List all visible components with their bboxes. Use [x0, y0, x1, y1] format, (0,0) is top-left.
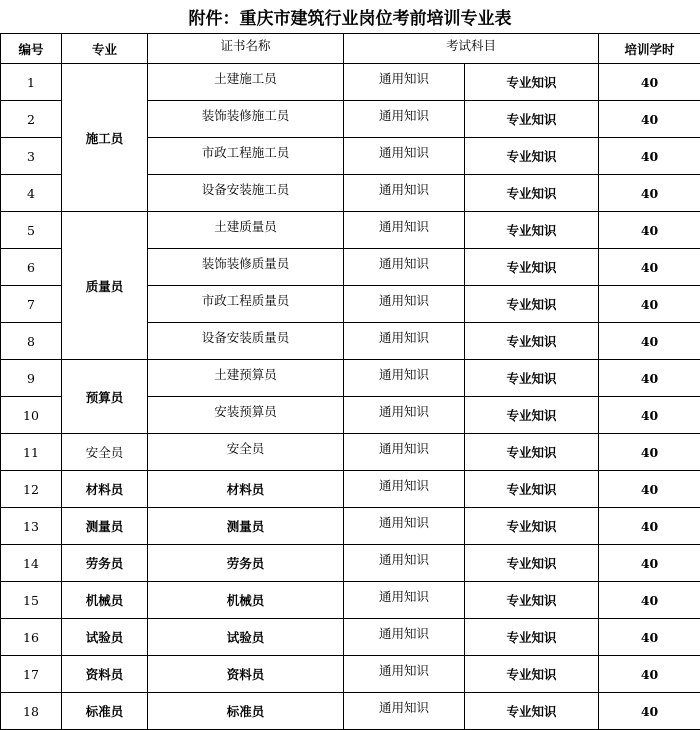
- row-number: 9: [1, 360, 62, 397]
- table-row: [1, 619, 700, 656]
- certificate-cell: 土建预算员: [148, 360, 344, 397]
- major-cell: 材料员: [62, 471, 148, 508]
- hours-cell: 40: [599, 138, 700, 175]
- certificate-cell: 设备安装施工员: [148, 175, 344, 212]
- subject-general-cell: 通用知识: [344, 397, 465, 434]
- subject-professional-cell: 专业知识: [465, 286, 599, 323]
- subject-professional-cell: 专业知识: [465, 397, 599, 434]
- certificate-cell: 安全员: [148, 434, 344, 471]
- row-number: 10: [1, 397, 62, 434]
- certificate-cell: 资料员: [148, 656, 344, 693]
- row-number: 14: [1, 545, 62, 582]
- hours-cell: 40: [599, 212, 700, 249]
- row-number: 4: [1, 175, 62, 212]
- hours-cell: 40: [599, 286, 700, 323]
- row-number: 7: [1, 286, 62, 323]
- subject-professional-cell: 专业知识: [465, 508, 599, 545]
- table-row: [1, 693, 700, 730]
- hours-cell: 40: [599, 619, 700, 656]
- row-number: 17: [1, 656, 62, 693]
- subject-professional-cell: 专业知识: [465, 693, 599, 730]
- major-cell: 劳务员: [62, 545, 148, 582]
- row-number: 8: [1, 323, 62, 360]
- certificate-cell: 劳务员: [148, 545, 344, 582]
- table-row: [1, 212, 700, 249]
- major-cell: 测量员: [62, 508, 148, 545]
- subject-general-cell: 通用知识: [344, 656, 465, 693]
- major-cell: 试验员: [62, 619, 148, 656]
- hours-cell: 40: [599, 249, 700, 286]
- row-number: 6: [1, 249, 62, 286]
- table-row: [1, 434, 700, 471]
- hours-cell: 40: [599, 323, 700, 360]
- certificate-cell: 市政工程施工员: [148, 138, 344, 175]
- certificate-cell: 装饰装修施工员: [148, 101, 344, 138]
- hours-cell: 40: [599, 656, 700, 693]
- certificate-cell: 标准员: [148, 693, 344, 730]
- certificate-cell: 材料员: [148, 471, 344, 508]
- certificate-cell: 市政工程质量员: [148, 286, 344, 323]
- subject-professional-cell: 专业知识: [465, 360, 599, 397]
- table-row: [1, 508, 700, 545]
- header-subjects: 考试科目: [344, 34, 599, 64]
- row-number: 12: [1, 471, 62, 508]
- subject-professional-cell: 专业知识: [465, 101, 599, 138]
- row-number: 2: [1, 101, 62, 138]
- hours-cell: 40: [599, 582, 700, 619]
- table-row: [1, 545, 700, 582]
- subject-professional-cell: 专业知识: [465, 471, 599, 508]
- certificate-cell: 测量员: [148, 508, 344, 545]
- row-number: 5: [1, 212, 62, 249]
- major-cell: 施工员: [62, 64, 148, 212]
- subject-general-cell: 通用知识: [344, 582, 465, 619]
- row-number: 13: [1, 508, 62, 545]
- certificate-cell: 机械员: [148, 582, 344, 619]
- major-cell: 预算员: [62, 360, 148, 434]
- subject-professional-cell: 专业知识: [465, 434, 599, 471]
- subject-general-cell: 通用知识: [344, 212, 465, 249]
- subject-general-cell: 通用知识: [344, 693, 465, 730]
- table-row: [1, 64, 700, 101]
- subject-professional-cell: 专业知识: [465, 323, 599, 360]
- hours-cell: 40: [599, 101, 700, 138]
- header-hours: 培训学时: [599, 34, 700, 64]
- subject-professional-cell: 专业知识: [465, 212, 599, 249]
- certificate-cell: 装饰装修质量员: [148, 249, 344, 286]
- table-row: [1, 471, 700, 508]
- subject-professional-cell: 专业知识: [465, 656, 599, 693]
- table-row: [1, 656, 700, 693]
- subject-professional-cell: 专业知识: [465, 175, 599, 212]
- subject-general-cell: 通用知识: [344, 323, 465, 360]
- subject-general-cell: 通用知识: [344, 101, 465, 138]
- subject-general-cell: 通用知识: [344, 545, 465, 582]
- subject-professional-cell: 专业知识: [465, 249, 599, 286]
- subject-general-cell: 通用知识: [344, 434, 465, 471]
- table-body: [1, 64, 700, 730]
- header-row: [1, 34, 700, 64]
- hours-cell: 40: [599, 175, 700, 212]
- hours-cell: 40: [599, 434, 700, 471]
- hours-cell: 40: [599, 64, 700, 101]
- subject-professional-cell: 专业知识: [465, 582, 599, 619]
- subject-general-cell: 通用知识: [344, 360, 465, 397]
- subject-general-cell: 通用知识: [344, 619, 465, 656]
- major-cell: 质量员: [62, 212, 148, 360]
- header-certificate: 证书名称: [148, 34, 344, 64]
- subject-professional-cell: 专业知识: [465, 545, 599, 582]
- certificate-cell: 土建质量员: [148, 212, 344, 249]
- major-cell: 标准员: [62, 693, 148, 730]
- certificate-cell: 设备安装质量员: [148, 323, 344, 360]
- subject-general-cell: 通用知识: [344, 508, 465, 545]
- major-cell: 资料员: [62, 656, 148, 693]
- training-table: [0, 33, 700, 730]
- page-title: 附件：重庆市建筑行业岗位考前培训专业表: [0, 0, 700, 33]
- certificate-cell: 试验员: [148, 619, 344, 656]
- hours-cell: 40: [599, 693, 700, 730]
- hours-cell: 40: [599, 397, 700, 434]
- subject-general-cell: 通用知识: [344, 138, 465, 175]
- row-number: 1: [1, 64, 62, 101]
- subject-professional-cell: 专业知识: [465, 64, 599, 101]
- subject-general-cell: 通用知识: [344, 249, 465, 286]
- certificate-cell: 安装预算员: [148, 397, 344, 434]
- subject-general-cell: 通用知识: [344, 64, 465, 101]
- hours-cell: 40: [599, 545, 700, 582]
- subject-general-cell: 通用知识: [344, 175, 465, 212]
- table-row: [1, 360, 700, 397]
- header-number: 编号: [1, 34, 62, 64]
- subject-general-cell: 通用知识: [344, 471, 465, 508]
- subject-professional-cell: 专业知识: [465, 619, 599, 656]
- row-number: 11: [1, 434, 62, 471]
- subject-general-cell: 通用知识: [344, 286, 465, 323]
- hours-cell: 40: [599, 471, 700, 508]
- row-number: 18: [1, 693, 62, 730]
- row-number: 15: [1, 582, 62, 619]
- table-row: [1, 582, 700, 619]
- hours-cell: 40: [599, 360, 700, 397]
- hours-cell: 40: [599, 508, 700, 545]
- row-number: 3: [1, 138, 62, 175]
- subject-professional-cell: 专业知识: [465, 138, 599, 175]
- row-number: 16: [1, 619, 62, 656]
- header-major: 专业: [62, 34, 148, 64]
- major-cell: 安全员: [62, 434, 148, 471]
- certificate-cell: 土建施工员: [148, 64, 344, 101]
- major-cell: 机械员: [62, 582, 148, 619]
